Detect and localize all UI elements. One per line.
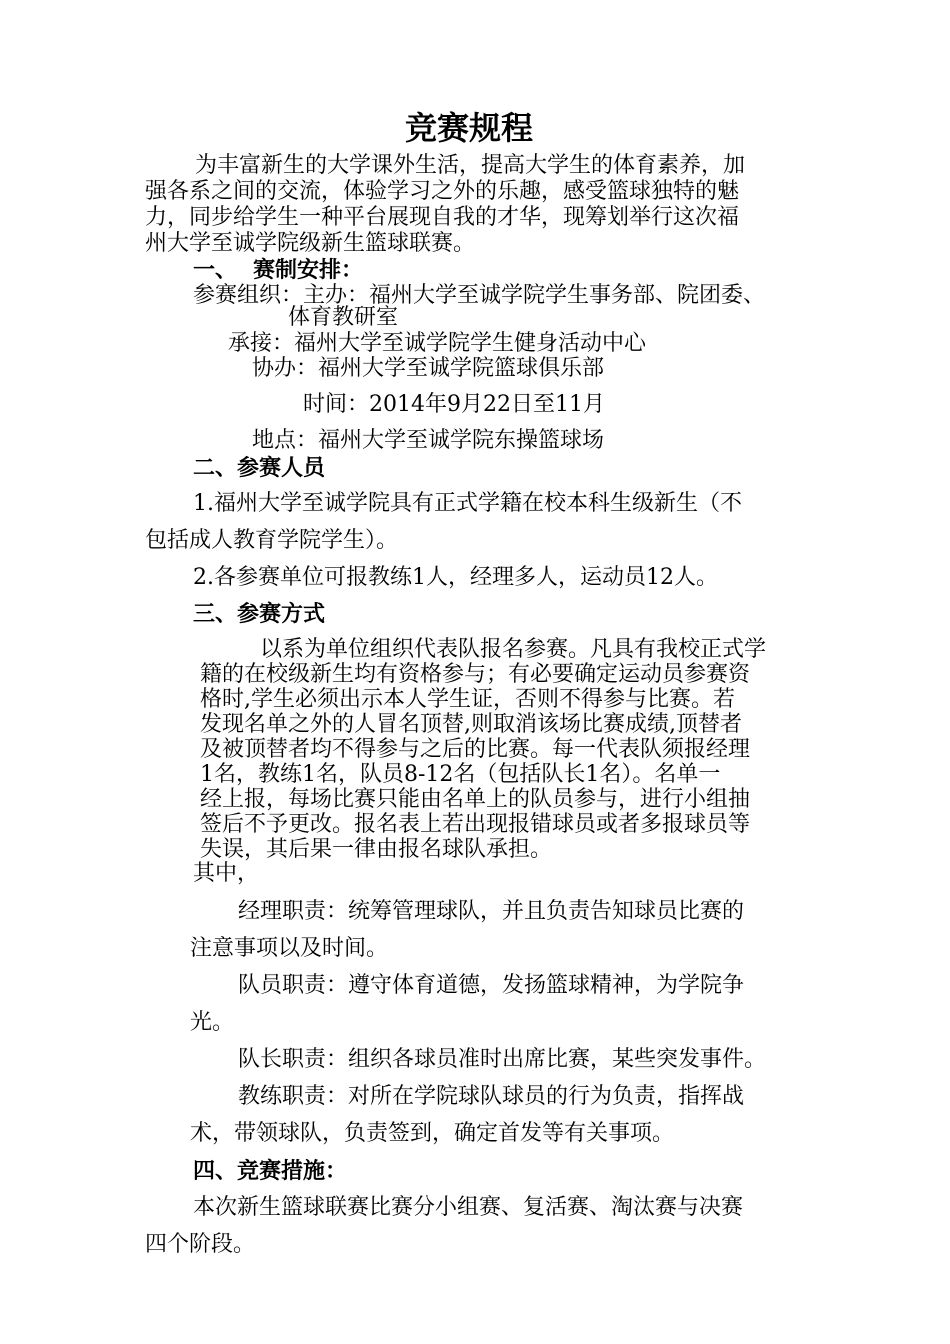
intro-line-2: 强各系之间的交流，体验学习之外的乐趣，感受篮球独特的魅 bbox=[145, 179, 740, 204]
section1-heading-number: 一、 bbox=[193, 257, 238, 283]
coach-duty-line-1: 教练职责：对所在学院球队球员的行为负责，指挥战 bbox=[238, 1084, 745, 1109]
time-line: 时间：2014年9月22日至11月 bbox=[303, 392, 605, 417]
method-line-2: 籍的在校级新生均有资格参与；有必要确定运动员参赛资 bbox=[200, 662, 751, 687]
among-label: 其中， bbox=[193, 861, 260, 886]
page-title: 竞赛规程 bbox=[405, 109, 534, 147]
measures-line-2: 四个阶段。 bbox=[145, 1232, 256, 1257]
participant-item-2: 2.各参赛单位可报教练1人，经理多人，运动员12人。 bbox=[193, 565, 718, 590]
method-line-1: 以系为单位组织代表队报名参赛。凡具有我校正式学 bbox=[260, 637, 767, 662]
method-line-7: 经上报，每场比赛只能由名单上的队员参与，进行小组抽 bbox=[200, 787, 751, 812]
section3-heading: 三、参赛方式 bbox=[193, 601, 326, 627]
host-line: 承接：福州大学至诚学院学生健身活动中心 bbox=[228, 331, 647, 356]
organizer-line-1: 参赛组织：主办：福州大学至诚学院学生事务部、院团委、 bbox=[193, 283, 766, 308]
section2-heading: 二、参赛人员 bbox=[193, 455, 326, 481]
section4-heading: 四、竞赛措施： bbox=[193, 1158, 348, 1184]
manager-duty-line-1: 经理职责：统筹管理球队，并且负责告知球员比赛的 bbox=[238, 899, 745, 924]
section1-heading: 赛制安排： bbox=[253, 257, 364, 283]
captain-duty-line: 队长职责：组织各球员准时出席比赛，某些突发事件。 bbox=[238, 1047, 767, 1072]
place-line: 地点：福州大学至诚学院东操篮球场 bbox=[252, 428, 605, 453]
measures-line-1: 本次新生篮球联赛比赛分小组赛、复活赛、淘汰赛与决赛 bbox=[193, 1195, 744, 1220]
participant-item-1-line-1: 1.福州大学至诚学院具有正式学籍在校本科生级新生（不 bbox=[193, 491, 742, 516]
method-line-8: 签后不予更改。报名表上若出现报错球员或者多报球员等 bbox=[200, 812, 751, 837]
coach-duty-line-2: 术，带领球队，负责签到，确定首发等有关事项。 bbox=[190, 1121, 675, 1146]
manager-duty-line-2: 注意事项以及时间。 bbox=[190, 936, 389, 961]
organizer-line-2: 体育教研室 bbox=[288, 305, 399, 330]
method-line-9: 失误，其后果一律由报名球队承担。 bbox=[200, 837, 553, 862]
co-host-line: 协办：福州大学至诚学院篮球俱乐部 bbox=[252, 356, 605, 381]
intro-line-3: 力，同步给学生一种平台展现自我的才华，现筹划举行这次福 bbox=[145, 205, 740, 230]
intro-line-1: 为丰富新生的大学课外生活，提高大学生的体育素养，加 bbox=[195, 153, 746, 178]
method-line-5: 及被顶替者均不得参与之后的比赛。每一代表队须报经理 bbox=[200, 737, 751, 762]
method-line-3: 格时,学生必须出示本人学生证，否则不得参与比赛。若 bbox=[200, 687, 735, 712]
player-duty-line-2: 光。 bbox=[190, 1010, 235, 1035]
method-line-4: 发现名单之外的人冒名顶替,则取消该场比赛成绩,顶替者 bbox=[200, 712, 742, 737]
participant-item-1-line-2: 包括成人教育学院学生）。 bbox=[145, 528, 399, 553]
intro-line-4: 州大学至诚学院级新生篮球联赛。 bbox=[145, 231, 476, 256]
method-line-6: 1名，教练1名，队员8-12名（包括队长1名）。名单一 bbox=[200, 762, 721, 787]
player-duty-line-1: 队员职责：遵守体育道德，发扬篮球精神，为学院争 bbox=[238, 973, 745, 998]
